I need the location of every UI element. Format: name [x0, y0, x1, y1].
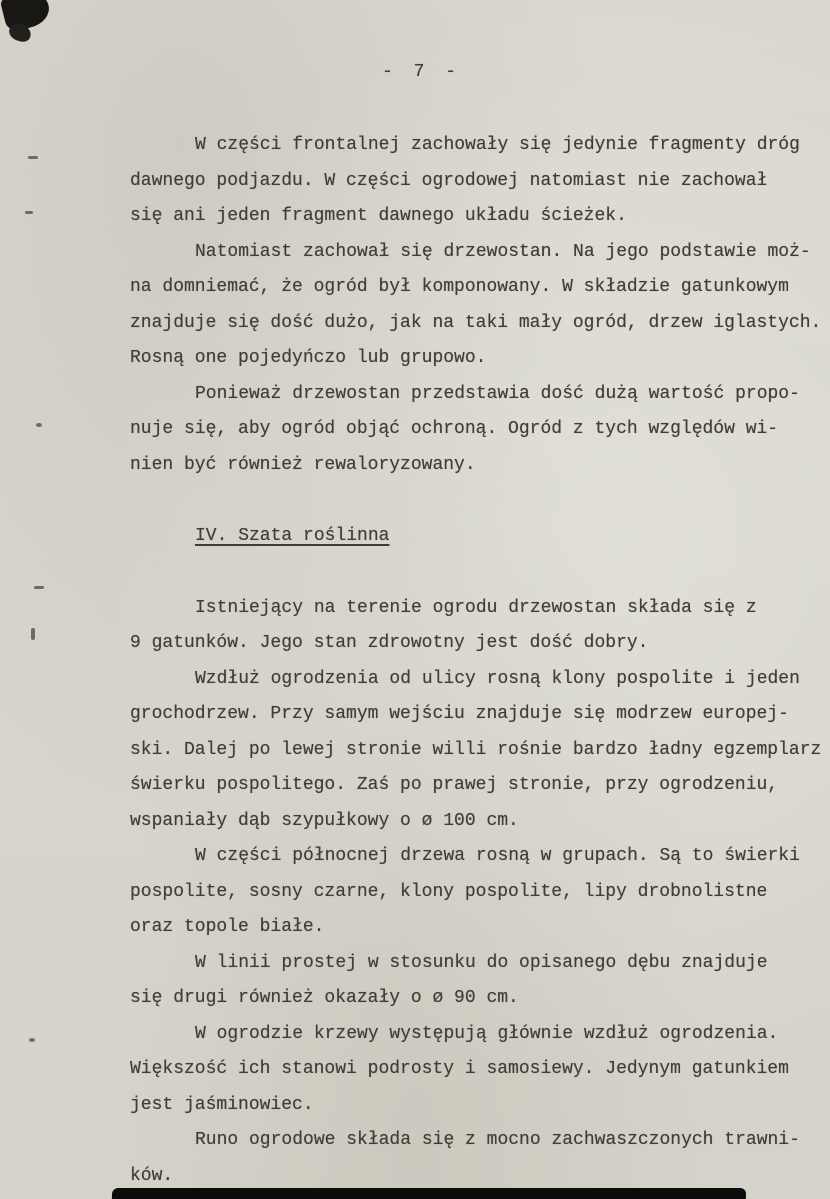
- paragraph: [130, 839, 826, 946]
- paragraph: [130, 128, 826, 235]
- margin-pencil-mark: [31, 628, 35, 640]
- section-heading: IV. Szata roślinna: [195, 526, 390, 546]
- text-line: Wzdłuż ogrodzenia od ulicy rosną klony pospolite i jeden: [195, 668, 800, 689]
- text-line: Ponieważ drzewostan przedstawia dość dużą wartość propo-: [195, 383, 800, 404]
- text-line: znajduje się dość dużo, jak na taki mały ogród, drzew iglastych.: [130, 312, 822, 333]
- paragraph: [130, 235, 826, 377]
- text-line: jest jaśminowiec.: [130, 1094, 314, 1115]
- text-line: się drugi również okazały o ø 90 cm.: [130, 988, 519, 1008]
- paragraph: [130, 1017, 826, 1124]
- text-line: świerku pospolitego. Zaś po prawej stronie, przy ogrodzeniu,: [130, 775, 779, 795]
- paragraph: [130, 377, 826, 484]
- text-line: dawnego podjazdu. W części ogrodowej natomiast nie zachował: [130, 170, 768, 191]
- text-line: nuje się, aby ogród objąć ochroną. Ogród z tych względów wi-: [130, 419, 779, 439]
- margin-pencil-mark: [29, 1038, 35, 1042]
- text-line: 9 gatunków. Jego stan zdrowotny jest dość dobry.: [130, 633, 649, 653]
- paragraph: [130, 1123, 826, 1194]
- text-line: Istniejący na terenie ogrodu drzewostan składa się z: [195, 597, 757, 618]
- text-line: na domniemać, że ogród był komponowany. W składzie gatunkowym: [130, 277, 789, 297]
- text-line: nien być również rewaloryzowany.: [130, 454, 476, 475]
- paragraph: [130, 662, 826, 840]
- text-line: ków.: [130, 1165, 174, 1186]
- text-line: ski. Dalej po lewej stronie willi rośnie bardzo ładny egzemplarz: [130, 739, 822, 760]
- document-text-block: [130, 128, 826, 1194]
- margin-pencil-mark: [34, 586, 44, 589]
- paragraph: [130, 591, 826, 662]
- margin-pencil-mark: [28, 156, 38, 159]
- text-line: W części północnej drzewa rosną w grupach. Są to świerki: [195, 846, 800, 866]
- text-line: W linii prostej w stosunku do opisanego dębu znajduje: [195, 952, 768, 973]
- scan-edge-bar-bottom: [112, 1188, 746, 1199]
- text-line: się ani jeden fragment dawnego układu ścieżek.: [130, 206, 627, 226]
- text-line: Runo ogrodowe składa się z mocno zachwaszczonych trawni-: [195, 1130, 800, 1150]
- margin-pencil-mark: [36, 423, 42, 427]
- text-line: grochodrzew. Przy samym wejściu znajduje się modrzew europej-: [130, 704, 789, 724]
- paragraph: [130, 946, 826, 1017]
- text-line: Rosną one pojedyńczo lub grupowo.: [130, 348, 487, 368]
- margin-pencil-mark: [25, 211, 33, 214]
- text-line: W ogrodzie krzewy występują głównie wzdłuż ogrodzenia.: [195, 1023, 779, 1044]
- text-line: pospolite, sosny czarne, klony pospolite, lipy drobnolistne: [130, 881, 768, 902]
- text-line: Większość ich stanowi podrosty i samosiewy. Jedynym gatunkiem: [130, 1059, 789, 1079]
- text-line: W części frontalnej zachowały się jedynie fragmenty dróg: [195, 135, 800, 155]
- text-line: wspaniały dąb szypułkowy o ø 100 cm.: [130, 810, 519, 831]
- page-number: - 7 -: [382, 62, 462, 82]
- text-line: Natomiast zachował się drzewostan. Na jego podstawie moż-: [195, 241, 811, 262]
- text-line: oraz topole białe.: [130, 917, 325, 937]
